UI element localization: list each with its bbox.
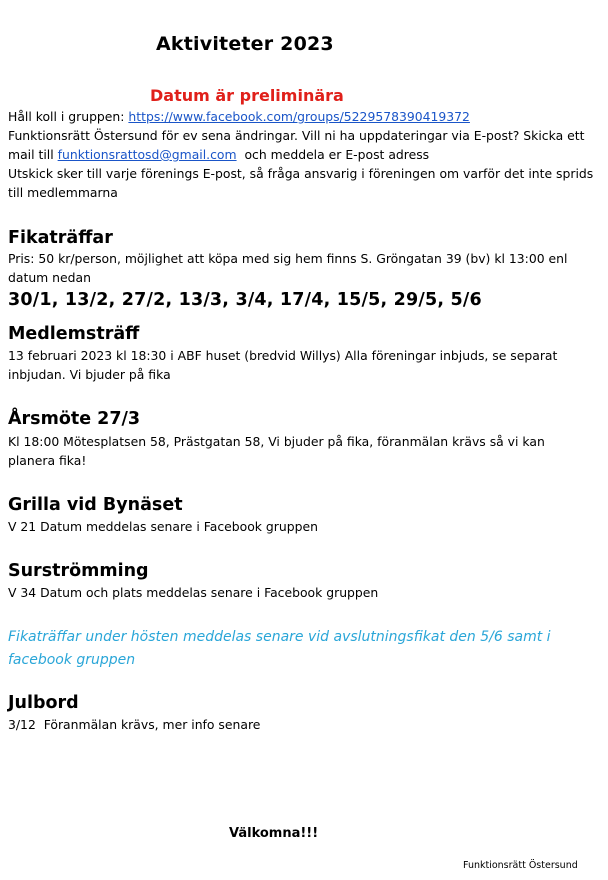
arsmote-description: Kl 18:00 Mötesplatsen 58, Prästgatan 58, Vi bjuder på fika, föranmälan krävs så vi kan planera fika! (8, 434, 545, 468)
julbord-description: 3/12 Föranmälan krävs, mer info senare (8, 717, 261, 732)
fika-description: Pris: 50 kr/person, möjlighet att köpa med sig hem finns S. Gröngatan 39 (bv) kl 13:00 enl datum nedan (8, 251, 568, 285)
arsmote-heading: Årsmöte 27/3 (8, 409, 141, 429)
surstromming-description: V 34 Datum och plats meddelas senare i Facebook gruppen (8, 585, 379, 600)
preliminary-notice: Datum är preliminära (150, 86, 344, 105)
email-link[interactable]: funktionsrattosd@gmail.com (57, 147, 237, 162)
intro-distribution-text: Utskick sker till varje förenings E-post, så fråga ansvarig i föreningen om varför det inte sprids till medlemmarna (8, 166, 594, 200)
intro-paragraph (8, 107, 604, 202)
grilla-description: V 21 Datum meddelas senare i Facebook gruppen (8, 519, 318, 534)
footer-organization: Funktionsrätt Östersund (463, 860, 578, 871)
intro-update-suffix: och meddela er E-post adress (236, 147, 430, 162)
grilla-heading: Grilla vid Bynäset (8, 495, 183, 515)
medlemstraff-description: 13 februari 2023 kl 18:30 i ABF huset (bredvid Willys) Alla föreningar inbjuds, se separat inbjudan. Vi bjuder på fika (8, 348, 558, 382)
medlemstraff-heading: Medlemsträff (8, 324, 140, 344)
autumn-note: Fikaträffar under hösten meddelas senare vid avslutningsfikat den 5/6 samt i facebook gruppen (8, 629, 551, 668)
page-title: Aktiviteter 2023 (156, 33, 334, 55)
intro-prefix: Håll koll i gruppen: (8, 109, 129, 124)
surstromming-heading: Surströmming (8, 561, 149, 581)
fika-dates: 30/1, 13/2, 27/2, 13/3, 3/4, 17/4, 15/5, 29/5, 5/6 (8, 290, 482, 310)
julbord-heading: Julbord (8, 693, 79, 713)
intro-update-text: Funktionsrätt Östersund för ev sena ändringar. Vill ni ha uppdateringar via E-post? Skicka ett mail till (8, 128, 585, 162)
fika-heading: Fikaträffar (8, 228, 113, 248)
welcome-text: Välkomna!!! (229, 826, 319, 841)
facebook-group-link[interactable]: https://www.facebook.com/groups/5229578390419372 (128, 109, 470, 124)
